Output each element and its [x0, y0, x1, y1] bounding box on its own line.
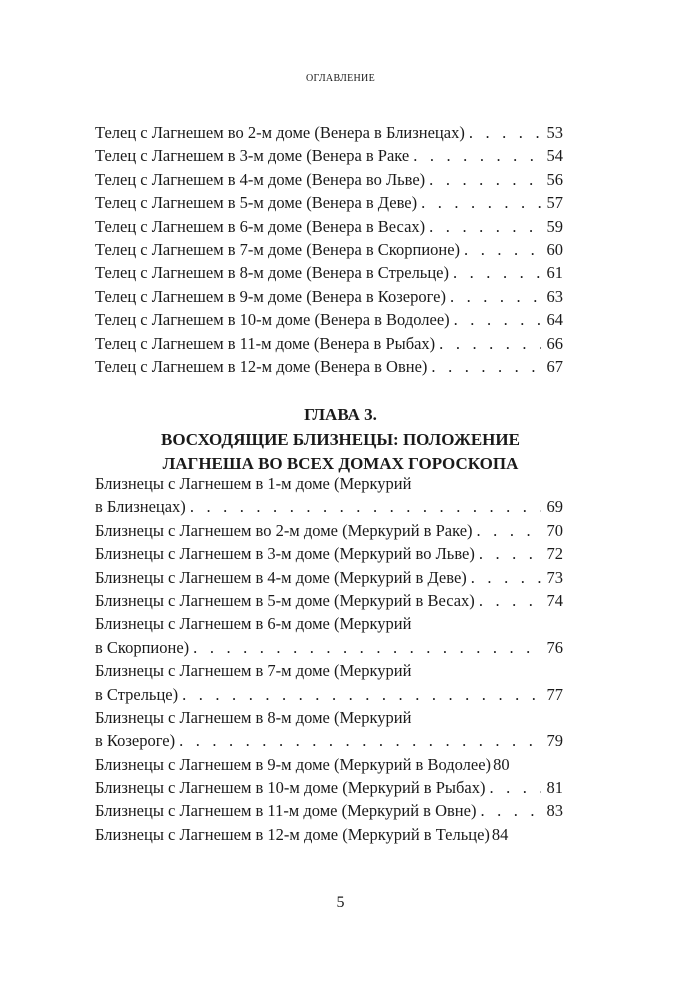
toc-entry-title: в Стрельце)	[95, 684, 179, 704]
toc-entry-title: Близнецы с Лагнешем в 3-м доме (Меркурий во Льве)	[95, 544, 475, 564]
toc-entry-title: Телец с Лагнешем в 4-м доме (Венера во Льве)	[95, 169, 426, 189]
toc-entry-page: 79	[546, 731, 563, 751]
dot-leader	[429, 215, 541, 238]
toc-entry-title: Близнецы с Лагнешем в 4-м доме (Меркурий в Деве)	[95, 567, 467, 587]
dot-leader	[439, 332, 541, 355]
toc-entry-page: 70	[546, 520, 563, 540]
toc-entry-page: 66	[546, 333, 563, 353]
toc-entry[interactable]	[95, 799, 563, 822]
dot-leader	[421, 191, 541, 214]
toc-entry-title: в Скорпионе)	[95, 637, 190, 657]
toc-entry-page: 61	[546, 263, 563, 283]
toc-entry-page: 63	[546, 286, 563, 306]
toc-entry-title: Близнецы с Лагнешем в 5-м доме (Меркурий в Весах)	[95, 590, 475, 610]
page-number: 5	[336, 894, 345, 911]
toc-entry-page: 59	[546, 216, 563, 236]
toc-entry-page: 72	[546, 544, 563, 564]
toc-entry-title: Близнецы с Лагнешем в 12-м доме (Меркурий в Тельце)	[95, 824, 490, 844]
toc-section-taurus	[95, 121, 563, 378]
dot-leader	[479, 589, 541, 612]
dot-leader	[477, 519, 541, 542]
toc-entry-title: Близнецы с Лагнешем во 2-м доме (Меркурий в Раке)	[95, 520, 473, 540]
toc-entry-page: 64	[546, 310, 563, 330]
dot-leader	[182, 683, 541, 706]
dot-leader	[193, 636, 541, 659]
toc-section-gemini	[95, 472, 563, 846]
toc-entry[interactable]	[95, 753, 563, 776]
toc-entry-page: 81	[546, 778, 563, 798]
dot-leader	[469, 121, 541, 144]
toc-entry[interactable]	[95, 612, 563, 659]
toc-entry[interactable]	[95, 308, 563, 331]
toc-entry[interactable]	[95, 823, 563, 846]
toc-entry-title: Телец с Лагнешем в 8-м доме (Венера в Стрельце)	[95, 263, 449, 283]
toc-entry[interactable]	[95, 168, 563, 191]
toc-entry[interactable]	[95, 355, 563, 378]
toc-entry-page: 80	[493, 754, 510, 774]
dot-leader	[454, 308, 541, 331]
toc-entry[interactable]	[95, 238, 563, 261]
toc-entry[interactable]	[95, 261, 563, 284]
toc-entry-page: 57	[546, 193, 563, 213]
toc-entry-title: Телец с Лагнешем в 5-м доме (Венера в Деве)	[95, 193, 418, 213]
toc-entry[interactable]	[95, 566, 563, 589]
toc-entry-title: в Козероге)	[95, 731, 176, 751]
toc-entry[interactable]	[95, 191, 563, 214]
toc-entry-page: 73	[546, 567, 563, 587]
toc-entry-page: 54	[546, 146, 563, 166]
toc-entry[interactable]	[95, 285, 563, 308]
toc-entry-title-line: Близнецы с Лагнешем в 6-м доме (Меркурий	[95, 614, 412, 634]
dot-leader	[471, 566, 541, 589]
toc-entry-page: 74	[546, 590, 563, 610]
toc-entry-title: в Близнецах)	[95, 497, 186, 517]
toc-entry[interactable]	[95, 215, 563, 238]
toc-entry[interactable]	[95, 706, 563, 753]
dot-leader	[190, 495, 541, 518]
chapter-heading	[0, 403, 681, 477]
chapter-title-line: ЛАГНЕША ВО ВСЕХ ДОМАХ ГОРОСКОПА	[162, 454, 519, 473]
chapter-title-line: ВОСХОДЯЩИЕ БЛИЗНЕЦЫ: ПОЛОЖЕНИЕ	[161, 429, 520, 449]
toc-entry-title: Телец с Лагнешем в 6-м доме (Венера в Весах)	[95, 216, 426, 236]
toc-entry-page: 83	[546, 801, 563, 821]
toc-entry-title: Телец с Лагнешем во 2-м доме (Венера в Близнецах)	[95, 123, 465, 142]
dot-leader	[489, 776, 541, 799]
toc-entry-title: Телец с Лагнешем в 10-м доме (Венера в Водолее)	[95, 310, 450, 330]
toc-entry-title: Телец с Лагнешем в 9-м доме (Венера в Козероге)	[95, 286, 446, 306]
toc-entry-title: Телец с Лагнешем в 12-м доме (Венера в Овне)	[95, 356, 428, 376]
toc-entry[interactable]	[95, 542, 563, 565]
toc-entry-title: Телец с Лагнешем в 7-м доме (Венера в Скорпионе)	[95, 239, 461, 259]
toc-entry-page: 53	[546, 123, 563, 142]
chapter-number: ГЛАВА 3.	[304, 405, 377, 424]
running-head: ОГЛАВЛЕНИЕ	[306, 73, 375, 84]
toc-entry[interactable]	[95, 472, 563, 519]
toc-entry-title: Близнецы с Лагнешем в 10-м доме (Меркурий в Рыбах)	[95, 778, 486, 798]
dot-leader	[429, 168, 541, 191]
toc-entry-title-line: Близнецы с Лагнешем в 1-м доме (Меркурий	[95, 474, 412, 493]
toc-entry[interactable]	[95, 589, 563, 612]
toc-entry-page: 56	[546, 169, 563, 189]
dot-leader	[464, 238, 541, 261]
dot-leader	[450, 285, 541, 308]
dot-leader	[431, 355, 541, 378]
toc-entry-title: Близнецы с Лагнешем в 11-м доме (Меркурий в Овне)	[95, 801, 477, 821]
dot-leader	[480, 799, 541, 822]
toc-entry[interactable]	[95, 332, 563, 355]
dot-leader	[479, 542, 541, 565]
toc-entry[interactable]	[95, 121, 563, 144]
toc-entry[interactable]	[95, 519, 563, 542]
toc-entry[interactable]	[95, 144, 563, 167]
dot-leader	[453, 261, 541, 284]
toc-entry[interactable]	[95, 659, 563, 706]
dot-leader	[179, 729, 541, 752]
toc-entry-title: Близнецы с Лагнешем в 9-м доме (Меркурий в Водолее)	[95, 754, 492, 774]
toc-entry-title-line: Близнецы с Лагнешем в 7-м доме (Меркурий	[95, 661, 412, 681]
toc-entry-page: 69	[546, 497, 563, 517]
dot-leader	[413, 144, 541, 167]
toc-entry-title-line: Близнецы с Лагнешем в 8-м доме (Меркурий	[95, 707, 412, 727]
toc-entry-page: 67	[546, 356, 563, 376]
toc-entry-page: 76	[546, 637, 563, 657]
toc-entry-page: 77	[546, 684, 563, 704]
toc-entry-page: 60	[546, 239, 563, 259]
toc-entry-title: Телец с Лагнешем в 11-м доме (Венера в Рыбах)	[95, 333, 436, 353]
toc-entry-title: Телец с Лагнешем в 3-м доме (Венера в Раке	[95, 146, 410, 166]
toc-entry[interactable]	[95, 776, 563, 799]
toc-entry-page: 84	[491, 824, 509, 844]
